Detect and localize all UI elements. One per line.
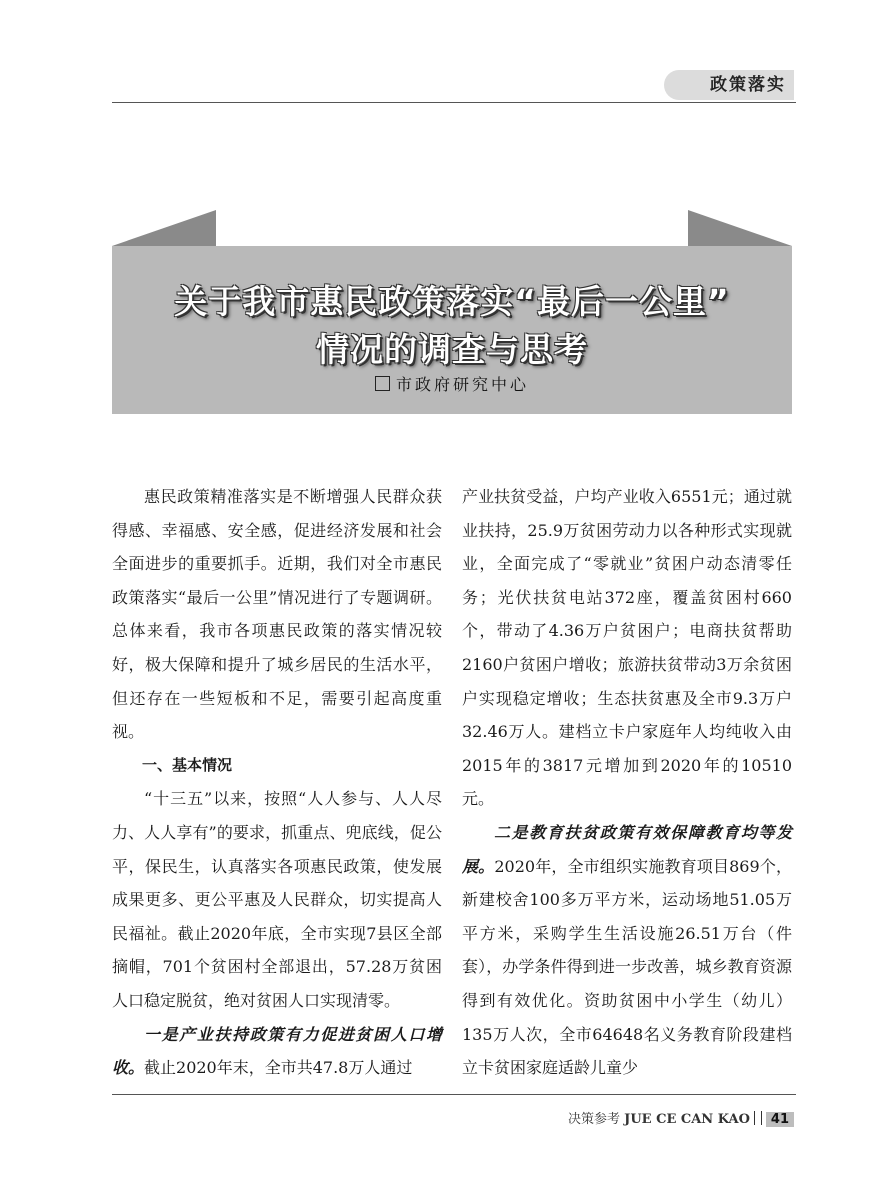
square-bullet-icon: [375, 376, 390, 391]
paragraph-intro: 惠民政策精准落实是不断增强人民群众获得感、幸福感、安全感，促进经济发展和社会全面进步的重要抓手。近期，我们对全市惠民政策落实“最后一公里”情况进行了专题调研。总体来看，我市各项惠民政策的落实情况较好，极大保障和提升了城乡居民的生活水平，但还存在一些短板和不足，需要引起高度重视。: [112, 487, 442, 742]
paragraph-industry-continued: 产业扶贫受益，户均产业收入6551元；通过就业扶持，25.9万贫困劳动力以各种形式实现就业，全面完成了“零就业”贫困户动态清零任务；光伏扶贫电站372座，覆盖贫困村660个，带动了4.36万户贫困户；电商扶贫帮助2160户贫困户增收；旅游扶贫带动3万余贫困户实现稳定增收；生态扶贫惠及全市9.3万户32.46万人。建档立卡户家庭年人均纯收入由2015年的3817元增加到2020年的10510元。: [462, 487, 792, 809]
page-footer: [560, 1108, 794, 1127]
paragraph-industry-support: [112, 1018, 442, 1085]
text-education-support: 2020年，全市组织实施教育项目869个，新建校舍100多万平方米，运动场地51.05万平方米，采购学生生活设施26.51万台（件套），办学条件得到进一步改善，城乡教育资源得到有效优化。资助贫困中小学生（幼儿）135万人次，全市64648名义务教育阶段建档立卡贫困家庭适龄儿童少: [462, 856, 792, 1078]
section-tag: 政策落实: [664, 70, 794, 100]
paragraph-overview: “十三五”以来，按照“人人参与、人人尽力、人人享有”的要求，抓重点、兜底线，促公平，保民生，认真落实各项惠民政策，使发展成果更多、更公平惠及人民群众，切实提高人民福祉。截止2020年底，全市实现7县区全部摘帽，701个贫困村全部退出，57.28万贫困人口稳定脱贫，绝对贫困人口实现清零。: [112, 789, 442, 1010]
author-name: 市政府研究中心: [395, 375, 529, 394]
paragraph-education-support: [462, 816, 792, 1085]
banner-right-wing: [688, 210, 792, 246]
author-byline: [112, 372, 792, 395]
article-title-line2: 情况的调查与思考: [316, 330, 588, 369]
banner-left-wing: [112, 210, 216, 246]
lead-education-support: 二是教育扶贫政策有效保障教育均等发展。: [462, 822, 792, 876]
journal-name-cn: 决策参考: [568, 1112, 621, 1127]
body-column-left: [112, 480, 442, 1085]
footer-rule: [112, 1094, 796, 1095]
page-number: 41: [766, 1112, 794, 1127]
header-rule: [112, 102, 796, 103]
title-banner: [112, 246, 792, 414]
body-column-right: [462, 480, 792, 1085]
section-heading-basic-situation: 一、基本情况: [142, 755, 233, 774]
article-title-line1: 关于我市惠民政策落实“最后一公里”: [174, 282, 730, 321]
title-banner-decoration: [112, 210, 792, 250]
journal-name-en: JUE CE CAN KAO: [624, 1112, 750, 1127]
lead-industry-support: 一是产业扶持政策有力促进贫困人口增收。: [112, 1024, 442, 1078]
separator-bars: [754, 1111, 762, 1125]
text-industry-support: 截止2020年末，全市共47.8万人通过: [144, 1058, 413, 1078]
